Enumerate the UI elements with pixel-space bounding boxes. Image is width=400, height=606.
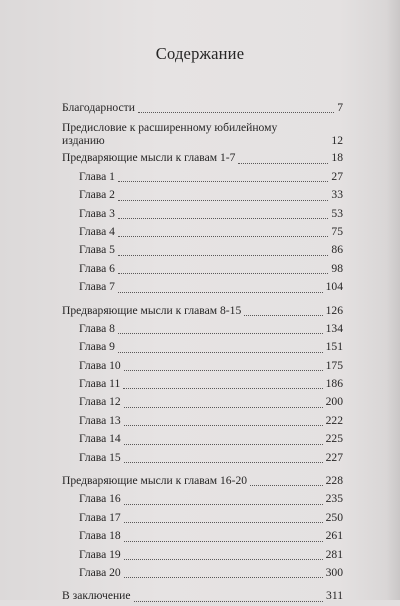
- toc-entry: [62, 338, 343, 356]
- toc-entry-page: 281: [325, 547, 343, 561]
- toc-entry: [62, 278, 343, 296]
- toc-entry-label: Глава 7: [79, 280, 115, 294]
- toc-entry-label: Глава 3: [79, 206, 115, 220]
- dot-leader: [108, 135, 329, 143]
- dot-leader: [138, 104, 334, 113]
- toc-entry-label: Глава 15: [79, 450, 121, 464]
- dot-leader: [134, 593, 324, 602]
- dot-leader: [118, 210, 328, 219]
- toc-entry-page: 250: [325, 510, 343, 524]
- toc-entry-label: Глава 5: [79, 243, 115, 257]
- dot-leader: [124, 569, 323, 578]
- toc-entry-page: 75: [331, 224, 343, 238]
- dot-leader: [238, 155, 328, 164]
- toc-entry-page: 98: [331, 261, 343, 275]
- toc-entry: [62, 546, 343, 564]
- toc-entry-label: Глава 14: [79, 432, 121, 446]
- toc-entry: [62, 260, 343, 278]
- toc-entry: [62, 449, 343, 467]
- toc-entry-page: 7: [337, 100, 343, 114]
- toc-entry-page: 151: [325, 340, 343, 354]
- dot-leader: [124, 551, 323, 560]
- toc-entry-label: Глава 11: [79, 377, 121, 391]
- toc-entry-page: 12: [331, 134, 343, 148]
- toc-entry-label: Глава 18: [79, 529, 121, 543]
- dot-leader: [118, 192, 328, 201]
- toc-entry-page: 261: [325, 529, 343, 543]
- toc-entry-label: Глава 10: [79, 358, 121, 372]
- dot-leader: [118, 325, 323, 334]
- toc-entry-page: 300: [325, 565, 343, 579]
- dot-leader: [118, 265, 328, 274]
- dot-leader: [124, 454, 323, 463]
- table-of-contents: [62, 99, 343, 606]
- toc-entry-label: Глава 1: [79, 169, 115, 183]
- dot-leader: [124, 362, 323, 371]
- dot-leader: [124, 496, 323, 505]
- dot-leader: [124, 417, 323, 426]
- toc-entry-label: Глава 4: [79, 224, 115, 238]
- dot-leader: [124, 533, 323, 542]
- toc-entry: [62, 430, 343, 448]
- toc-entry-page: 186: [325, 377, 343, 391]
- dot-leader: [124, 436, 323, 445]
- toc-entry: [62, 564, 343, 582]
- toc-entry: [62, 490, 343, 508]
- dot-leader: [118, 228, 328, 237]
- toc-entry: [62, 509, 343, 527]
- toc-entry: [62, 205, 343, 223]
- toc-entry-label: Предваряющие мысли к главам 1-7: [62, 151, 236, 165]
- dot-leader: [250, 477, 323, 486]
- toc-entry: [62, 149, 343, 167]
- dot-leader: [123, 380, 322, 389]
- toc-entry-label: Глава 19: [79, 547, 121, 561]
- toc-entry: [62, 117, 343, 149]
- toc-entry-label: Предваряющие мысли к главам 8-15: [62, 303, 242, 317]
- toc-entry-label: В заключение: [62, 589, 131, 603]
- toc-entry-page: 27: [331, 169, 343, 183]
- dot-leader: [244, 307, 322, 316]
- toc-entry: [62, 302, 343, 320]
- toc-entry-label: Глава 12: [79, 395, 121, 409]
- toc-entry: [62, 241, 343, 259]
- toc-entry-page: 53: [331, 206, 343, 220]
- toc-entry: [62, 320, 343, 338]
- toc-entry: [62, 357, 343, 375]
- toc-entry-label: Глава 13: [79, 413, 121, 427]
- toc-entry-page: 200: [325, 395, 343, 409]
- dot-leader: [118, 247, 328, 256]
- toc-entry-page: 33: [331, 188, 343, 202]
- toc-entry: [62, 186, 343, 204]
- toc-entry-label: Глава 16: [79, 492, 121, 506]
- toc-entry: [62, 412, 343, 430]
- toc-entry-label: Глава 20: [79, 565, 121, 579]
- dot-leader: [118, 284, 323, 293]
- toc-entry-label: Предисловие к расширенному юбилейному: [62, 121, 278, 135]
- toc-entry-label-continued: изданию: [62, 134, 105, 148]
- toc-entry-page: 227: [325, 450, 343, 464]
- toc-entry: [62, 99, 343, 117]
- toc-entry: [62, 587, 343, 605]
- toc-entry-label: Глава 6: [79, 261, 115, 275]
- toc-entry-label: Глава 9: [79, 340, 115, 354]
- toc-entry-page: 126: [325, 303, 343, 317]
- dot-leader: [124, 399, 323, 408]
- toc-entry-page: 104: [325, 280, 343, 294]
- toc-entry-page: 225: [325, 432, 343, 446]
- toc-entry-label: Глава 2: [79, 188, 115, 202]
- toc-entry-label: Глава 17: [79, 510, 121, 524]
- toc-entry-page: 311: [326, 589, 343, 603]
- toc-entry-label: Предваряющие мысли к главам 16-20: [62, 474, 248, 488]
- toc-entry: [62, 168, 343, 186]
- page-edge-shadow: [386, 0, 400, 600]
- toc-entry-page: 175: [325, 358, 343, 372]
- toc-entry-page: 86: [331, 243, 343, 257]
- toc-entry-page: 228: [325, 474, 343, 488]
- toc-entry-page: 134: [325, 321, 343, 335]
- page-title: Содержание: [155, 44, 245, 63]
- toc-entry: [62, 527, 343, 545]
- toc-entry-page: 18: [331, 151, 343, 165]
- dot-leader: [118, 173, 328, 182]
- toc-entry-page: 235: [325, 492, 343, 506]
- toc-entry-label: Благодарности: [62, 100, 135, 114]
- toc-entry: [62, 393, 343, 411]
- dot-leader: [118, 344, 323, 353]
- toc-entry: [62, 472, 343, 490]
- toc-entry-page: 222: [325, 413, 343, 427]
- toc-entry: [62, 375, 343, 393]
- dot-leader: [124, 514, 323, 523]
- toc-entry: [62, 223, 343, 241]
- toc-entry-label: Глава 8: [79, 321, 115, 335]
